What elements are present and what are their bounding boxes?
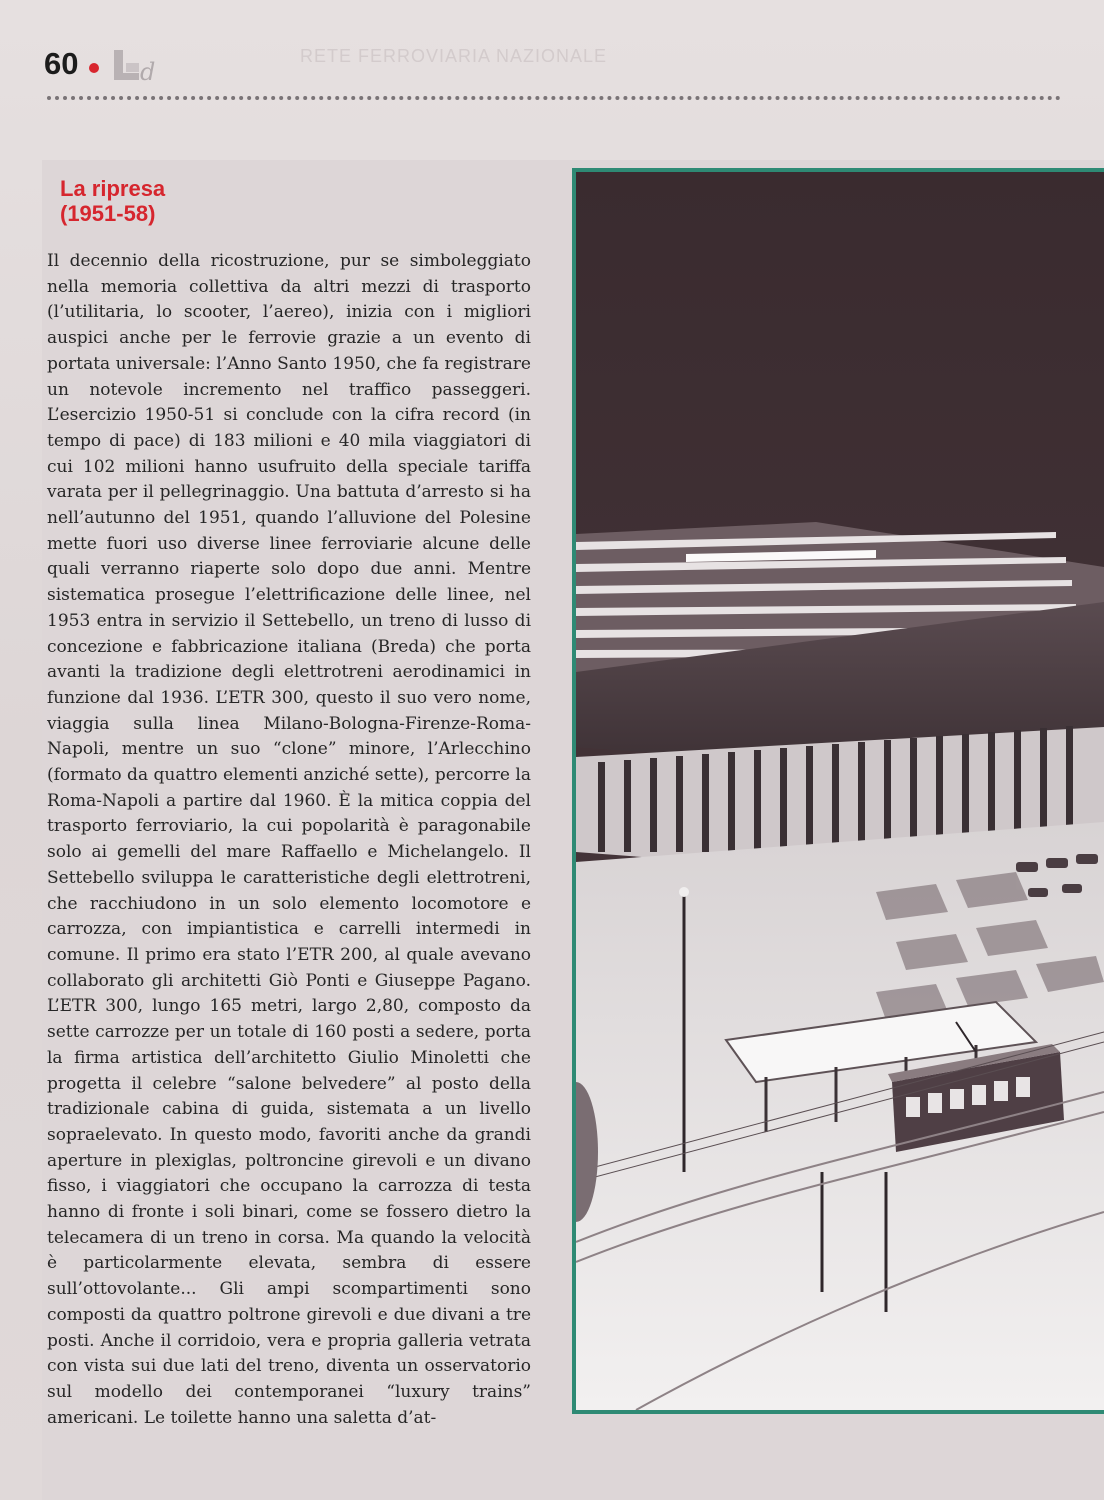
section-title-line-2: (1951-58): [60, 201, 156, 226]
section-title: [60, 176, 165, 226]
running-title: RETE FERROVIARIA NAZIONALE: [300, 46, 608, 66]
page-number: 60: [44, 46, 79, 81]
svg-text:d: d: [140, 58, 156, 82]
section-title-line-1: La ripresa: [60, 176, 166, 201]
article-body: Il decennio della ricostruzione, pur se simboleggiato nella memoria collettiva da altri mezzi di trasporto (l’utilitaria, lo scooter, l’aereo), inizia con i migliori auspici anche per le ferrovie grazie a un evento di portata universale: l’Anno Santo 1950, che fa registrare un notevole incremento nel traffico passeggeri. L’esercizio 1950-51 si conclude con la cifra record (in tempo di pace) di 183 milioni e 40 mila viaggiatori di cui 102 milioni hanno usufruito della speciale tariffa varata per il pellegrinaggio. Una battuta d’arresto si ha nell’autunno del 1951, quando l’alluvione del Polesine mette fuori uso diverse linee ferroviarie alcune delle quali verranno riaperte solo dopo due anni. Mentre sistematica prosegue l’elettrificazione delle linee, nel 1953 entra in servizio il Settebello, un treno di lusso di concezione e fabbricazione italiana (Breda) che porta avanti la tradizione degli elettrotreni aerodinamici in funzione dal 1936. L’ETR 300, questo il suo vero nome, viaggia sulla linea Milano-Bologna-Firenze-Roma-Napoli, mentre un suo “clone” minore, l’Arlecchino (formato da quattro elementi anziché sette), percorre la Roma-Napoli a partire dal 1960. È la mitica coppia del trasporto ferroviario, la cui popolarità è paragonabile solo ai gemelli del mare Raffaello e Michelangelo. Il Settebello sviluppa le caratteristiche degli elettrotreni, che racchiudono in un solo elemento locomotore e carrozza, con impiantistica e carrelli intermedi in comune. Il primo era stato l’ETR 200, al quale avevano collaborato gli architetti Giò Ponti e Giuseppe Pagano. L’ETR 300, lungo 165 metri, largo 2,80, composto da sette carrozze per un totale di 160 posti a sedere, porta la firma artistica dell’architetto Giulio Minoletti che progetta il celebre “salone belvedere” al posto della tradizionale cabina di guida, sistemata a un livello sopraelevato. In questo modo, favoriti anche da grandi aperture in plexiglas, poltroncine girevoli e un divano fisso, i viaggiatori che occupano la carrozza di testa hanno di fronte i soli binari, come se fossero dietro la telecamera di un treno in corsa. Ma quando la velocità è particolarmente elevata, sembra di essere sull’ottovolante... Gli ampi scompartimenti sono composti da quattro poltrone girevoli e due divani a tre posti. Anche il corridoio, vera e propria galleria vetrata con vista sui due lati del treno, diventa un osservatorio sul modello dei contemporanei “luxury trains” americani. Le toilette hanno una saletta d’at-: [47, 251, 531, 1428]
magazine-logo: [112, 48, 156, 82]
dotted-divider: [47, 96, 1061, 100]
termini-station-photo-icon: [576, 172, 1104, 1410]
red-bullet-icon: [89, 63, 99, 73]
station-photo: [576, 172, 1104, 1410]
